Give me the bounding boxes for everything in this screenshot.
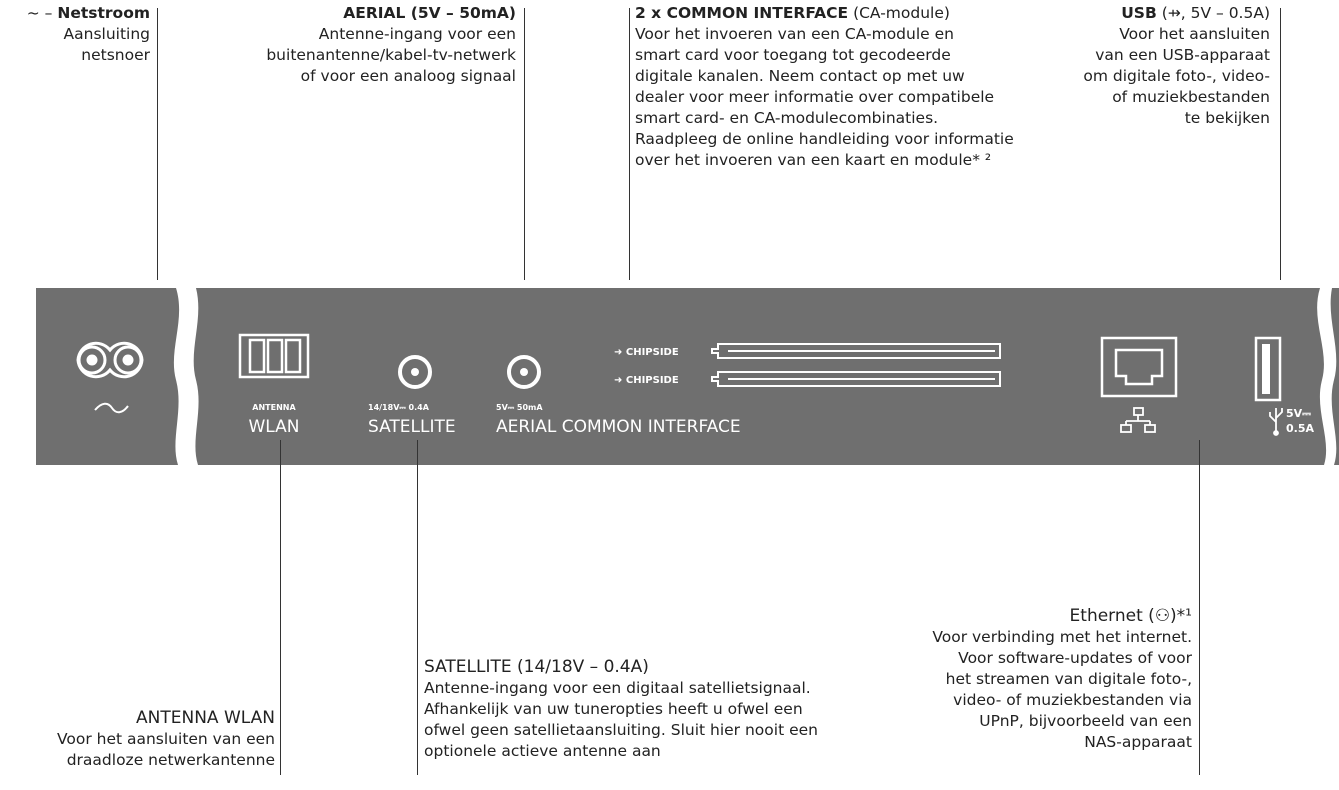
ci-line-6: Raadpleeg de online handleiding voor informatie bbox=[635, 130, 1014, 148]
ethernet-line-6: NAS-apparaat bbox=[1084, 733, 1192, 751]
panel-usb-rating-2: 0.5A bbox=[1286, 422, 1314, 435]
rear-panel bbox=[0, 280, 1339, 475]
satellite-line-2: Afhankelijk van uw tuneropties heeft u ofwel een bbox=[424, 700, 803, 718]
panel-satellite-label: SATELLITE bbox=[368, 417, 456, 437]
usb-title: USB bbox=[1121, 4, 1157, 22]
ci-line-7: over het invoeren van een kaart en module* ² bbox=[635, 151, 992, 169]
satellite-line-4: optionele actieve antenne aan bbox=[424, 742, 661, 760]
wlan-line-1: Voor het aansluiten van een bbox=[56, 730, 275, 748]
satellite-leader-line bbox=[417, 440, 418, 775]
ethernet-leader-line bbox=[1199, 440, 1200, 775]
usb-line-3: om digitale foto-, video- bbox=[1083, 67, 1270, 85]
ethernet-line-1: Voor verbinding met het internet. bbox=[932, 628, 1192, 646]
panel-aerial-rating: 5V⎓ 50mA bbox=[496, 403, 543, 412]
usb-annotation bbox=[1050, 3, 1270, 129]
satellite-annotation bbox=[424, 657, 894, 762]
panel-antenna-label: ANTENNA bbox=[252, 403, 296, 412]
usb-line-1: Voor het aansluiten bbox=[1119, 25, 1270, 43]
panel-aerial-ci-label: AERIAL COMMON INTERFACE bbox=[496, 417, 741, 437]
panel-left-section bbox=[36, 288, 179, 465]
ethernet-line-2: Voor software-updates of voor bbox=[958, 649, 1192, 667]
satellite-line-3: ofwel geen satellietaansluiting. Sluit hier nooit een bbox=[424, 721, 818, 739]
wlan-title: ANTENNA WLAN bbox=[136, 708, 275, 728]
usb-line-2: van een USB-apparaat bbox=[1095, 46, 1270, 64]
ci-line-2: smart card voor toegang tot gecodeerde bbox=[635, 46, 951, 64]
ethernet-line-5: UPnP, bijvoorbeeld van een bbox=[979, 712, 1192, 730]
power-line-1: Aansluiting bbox=[63, 25, 150, 43]
ethernet-line-3: het streamen van digitale foto-, bbox=[945, 670, 1192, 688]
aerial-line-3: of voor een analoog signaal bbox=[300, 67, 516, 85]
aerial-annotation bbox=[200, 3, 516, 87]
wlan-annotation bbox=[0, 708, 275, 771]
ethernet-line-4: video- of muziekbestanden via bbox=[953, 691, 1192, 709]
ci-line-4: dealer voor meer informatie over compatibele bbox=[635, 88, 995, 106]
power-line-2: netsnoer bbox=[81, 46, 150, 64]
panel-wlan-label: WLAN bbox=[248, 417, 300, 437]
aerial-line-2: buitenantenne/kabel-tv-netwerk bbox=[266, 46, 516, 64]
aerial-title: AERIAL (5V – 50mA) bbox=[343, 4, 516, 22]
ci-line-5: smart card- en CA-modulecombinaties. bbox=[635, 109, 939, 127]
ci-title: 2 x COMMON INTERFACE bbox=[635, 4, 849, 22]
power-annotation bbox=[0, 3, 150, 66]
ci-line-1: Voor het invoeren van een CA-module en bbox=[635, 25, 954, 43]
power-leader-line bbox=[157, 8, 158, 318]
panel-chipside-upper: ➜ CHIPSIDE bbox=[614, 347, 679, 358]
ci-title-suffix: (CA-module) bbox=[853, 4, 950, 22]
usb-line-4: of muziekbestanden bbox=[1112, 88, 1270, 106]
ethernet-title: Ethernet (⚇)*¹ bbox=[1069, 606, 1192, 626]
wlan-line-2: draadloze netwerkantenne bbox=[66, 751, 275, 769]
ci-line-3: digitale kanalen. Neem contact op met uw bbox=[635, 67, 965, 85]
panel-chipside-lower: ➜ CHIPSIDE bbox=[614, 375, 679, 386]
satellite-line-1: Antenne-ingang voor een digitaal satellietsignaal. bbox=[424, 679, 811, 697]
panel-usb-rating-1: 5V⎓ bbox=[1286, 407, 1311, 420]
panel-sat-rating: 14/18V⎓ 0.4A bbox=[368, 403, 429, 412]
wlan-leader-line bbox=[280, 440, 281, 775]
ethernet-annotation bbox=[880, 606, 1192, 753]
satellite-title: SATELLITE (14/18V – 0.4A) bbox=[424, 657, 649, 677]
aerial-line-1: Antenne-ingang voor een bbox=[318, 25, 516, 43]
power-title-prefix: ~ – bbox=[26, 4, 53, 22]
power-title: Netstroom bbox=[57, 4, 150, 22]
usb-title-suffix: (⇸, 5V – 0.5A) bbox=[1161, 4, 1270, 22]
ci-annotation bbox=[635, 3, 1065, 171]
usb-line-5: te bekijken bbox=[1184, 109, 1270, 127]
